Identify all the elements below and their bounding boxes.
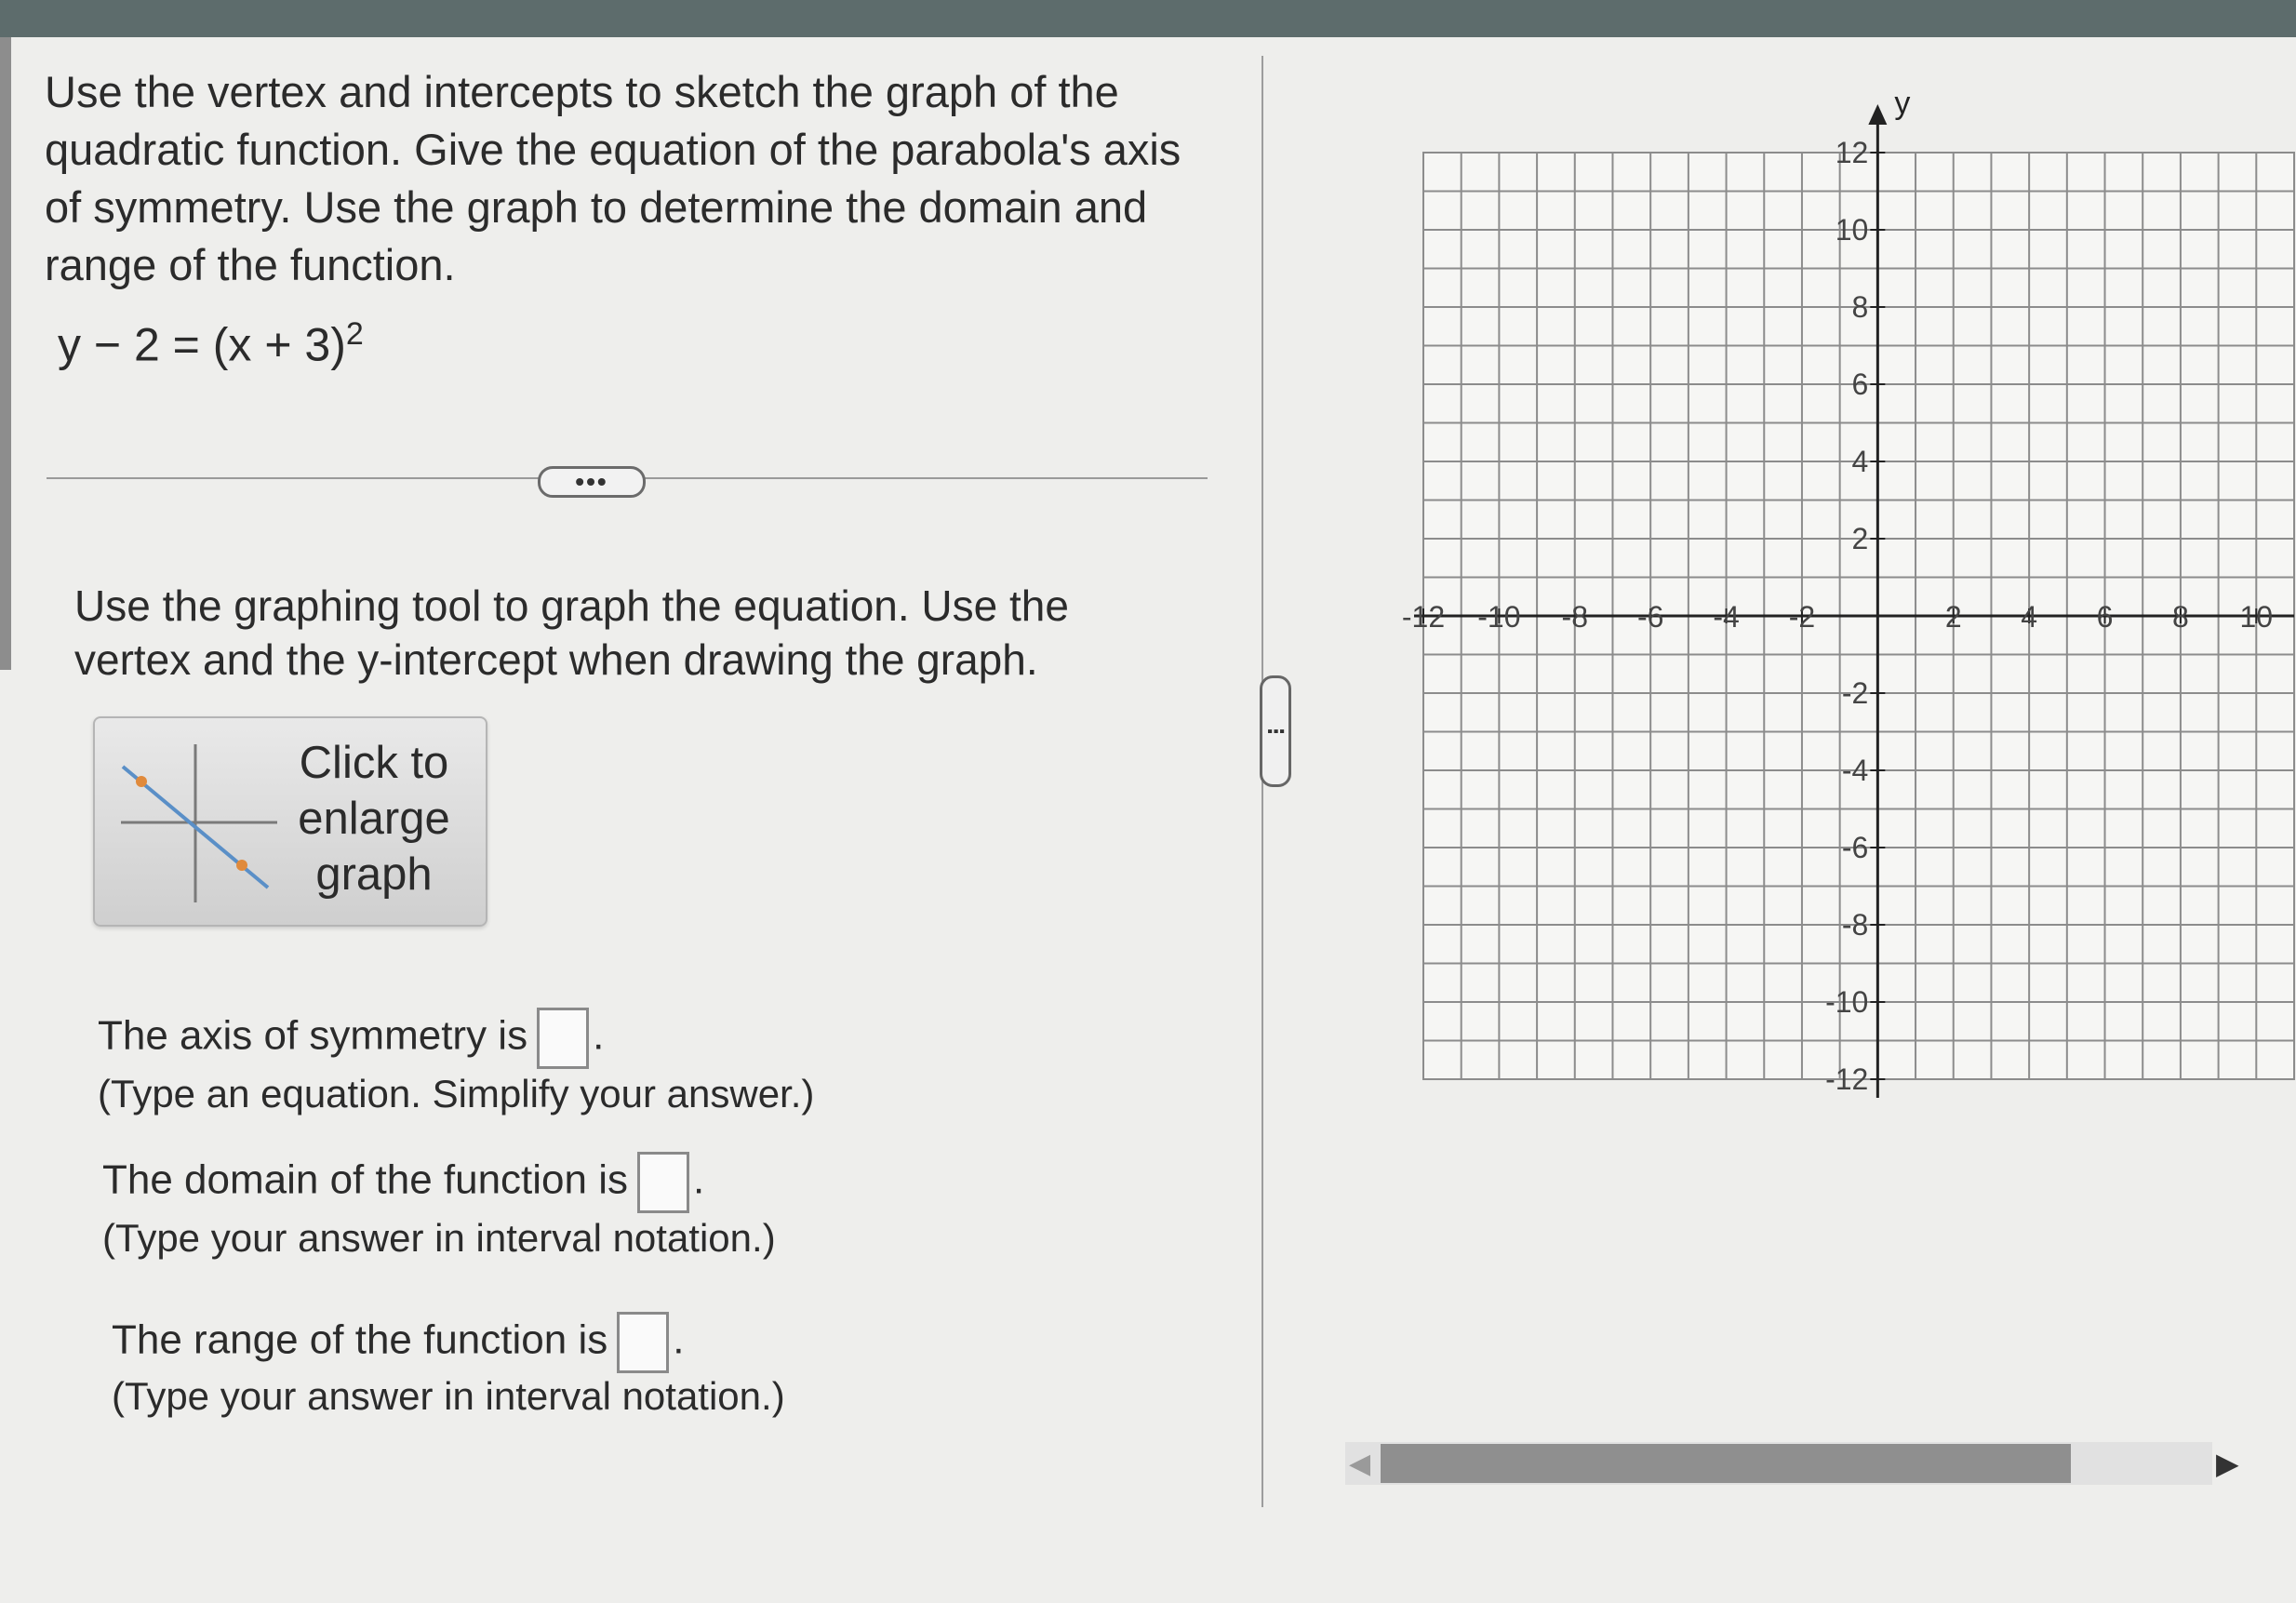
- y-tick-label: -12: [1825, 1062, 1869, 1096]
- x-tick-label: -10: [1477, 600, 1521, 634]
- axis-answer-input[interactable]: [537, 1008, 589, 1069]
- y-axis-arrow-icon: [1868, 104, 1887, 125]
- axis-hint: (Type an equation. Simplify your answer.): [98, 1072, 815, 1115]
- domain-answer-input[interactable]: [637, 1152, 689, 1213]
- domain-question: [102, 1152, 704, 1213]
- show-more-button[interactable]: •••: [538, 466, 646, 498]
- y-axis-label: y: [1894, 86, 1911, 121]
- axis-question-label: The axis of symmetry is: [98, 1012, 528, 1059]
- graph-tool-prompt: Use the graphing tool to graph the equation. Use the vertex and the y-intercept when drawing the graph.: [74, 581, 1069, 684]
- graph-pane: [1267, 37, 2296, 1603]
- y-tick-label: 8: [1851, 290, 1869, 324]
- scroll-right-arrow-icon[interactable]: ▶: [2216, 1447, 2239, 1480]
- x-tick-label: 4: [2021, 600, 2038, 634]
- range-hint: (Type your answer in interval notation.): [112, 1374, 785, 1418]
- enlarge-graph-button[interactable]: [93, 716, 487, 927]
- x-tick-label: -8: [1561, 600, 1589, 634]
- y-tick-label: -6: [1841, 831, 1869, 864]
- domain-hint: (Type your answer in interval notation.): [102, 1216, 776, 1260]
- horizontal-scrollbar-thumb[interactable]: [1381, 1444, 2071, 1483]
- pane-splitter-handle[interactable]: ⋮: [1260, 675, 1291, 787]
- x-tick-label: 8: [2172, 600, 2189, 634]
- x-tick-label: -12: [1401, 600, 1446, 634]
- question-pane: [0, 37, 1265, 1603]
- top-bar: [0, 0, 2296, 37]
- y-tick-label: 10: [1835, 213, 1869, 247]
- scroll-left-arrow-icon[interactable]: ◀: [1349, 1449, 1371, 1479]
- problem-instructions: Use the vertex and intercepts to sketch the graph of the quadratic function. Give the equation of the parabola's axis of symmetry. Use the graph to determine the domain and range of the function.: [45, 67, 1181, 289]
- equation-base: y − 2 = (x + 3): [58, 318, 346, 371]
- y-tick-label: -2: [1841, 676, 1869, 710]
- problem-equation: [58, 316, 364, 372]
- x-tick-label: 2: [1944, 600, 1962, 634]
- equation-exponent: 2: [345, 316, 364, 352]
- range-question-period: .: [673, 1316, 685, 1363]
- y-tick-label: 4: [1851, 445, 1869, 478]
- y-tick-label: 12: [1835, 136, 1869, 169]
- y-tick-label: 6: [1851, 367, 1869, 401]
- y-tick-label: -10: [1825, 985, 1869, 1019]
- y-tick-label: -8: [1841, 908, 1869, 942]
- x-tick-label: -6: [1636, 600, 1664, 634]
- graph-thumbnail-icon: [112, 737, 279, 904]
- axis-question-period: .: [593, 1012, 605, 1059]
- range-answer-input[interactable]: [617, 1312, 669, 1373]
- y-tick-label: -4: [1841, 754, 1869, 787]
- enlarge-graph-label: Click to enlarge graph: [298, 738, 450, 900]
- range-question-label: The range of the function is: [112, 1316, 608, 1363]
- range-question: [112, 1312, 684, 1373]
- domain-question-label: The domain of the function is: [102, 1156, 628, 1203]
- graphing-area[interactable]: [1267, 37, 2296, 1414]
- x-tick-label: 10: [2239, 600, 2274, 634]
- axis-question: [98, 1008, 604, 1069]
- domain-question-period: .: [693, 1156, 705, 1203]
- x-tick-label: -4: [1713, 600, 1740, 634]
- x-tick-label: -2: [1788, 600, 1816, 634]
- y-tick-label: 2: [1851, 522, 1869, 555]
- x-tick-label: 6: [2096, 600, 2114, 634]
